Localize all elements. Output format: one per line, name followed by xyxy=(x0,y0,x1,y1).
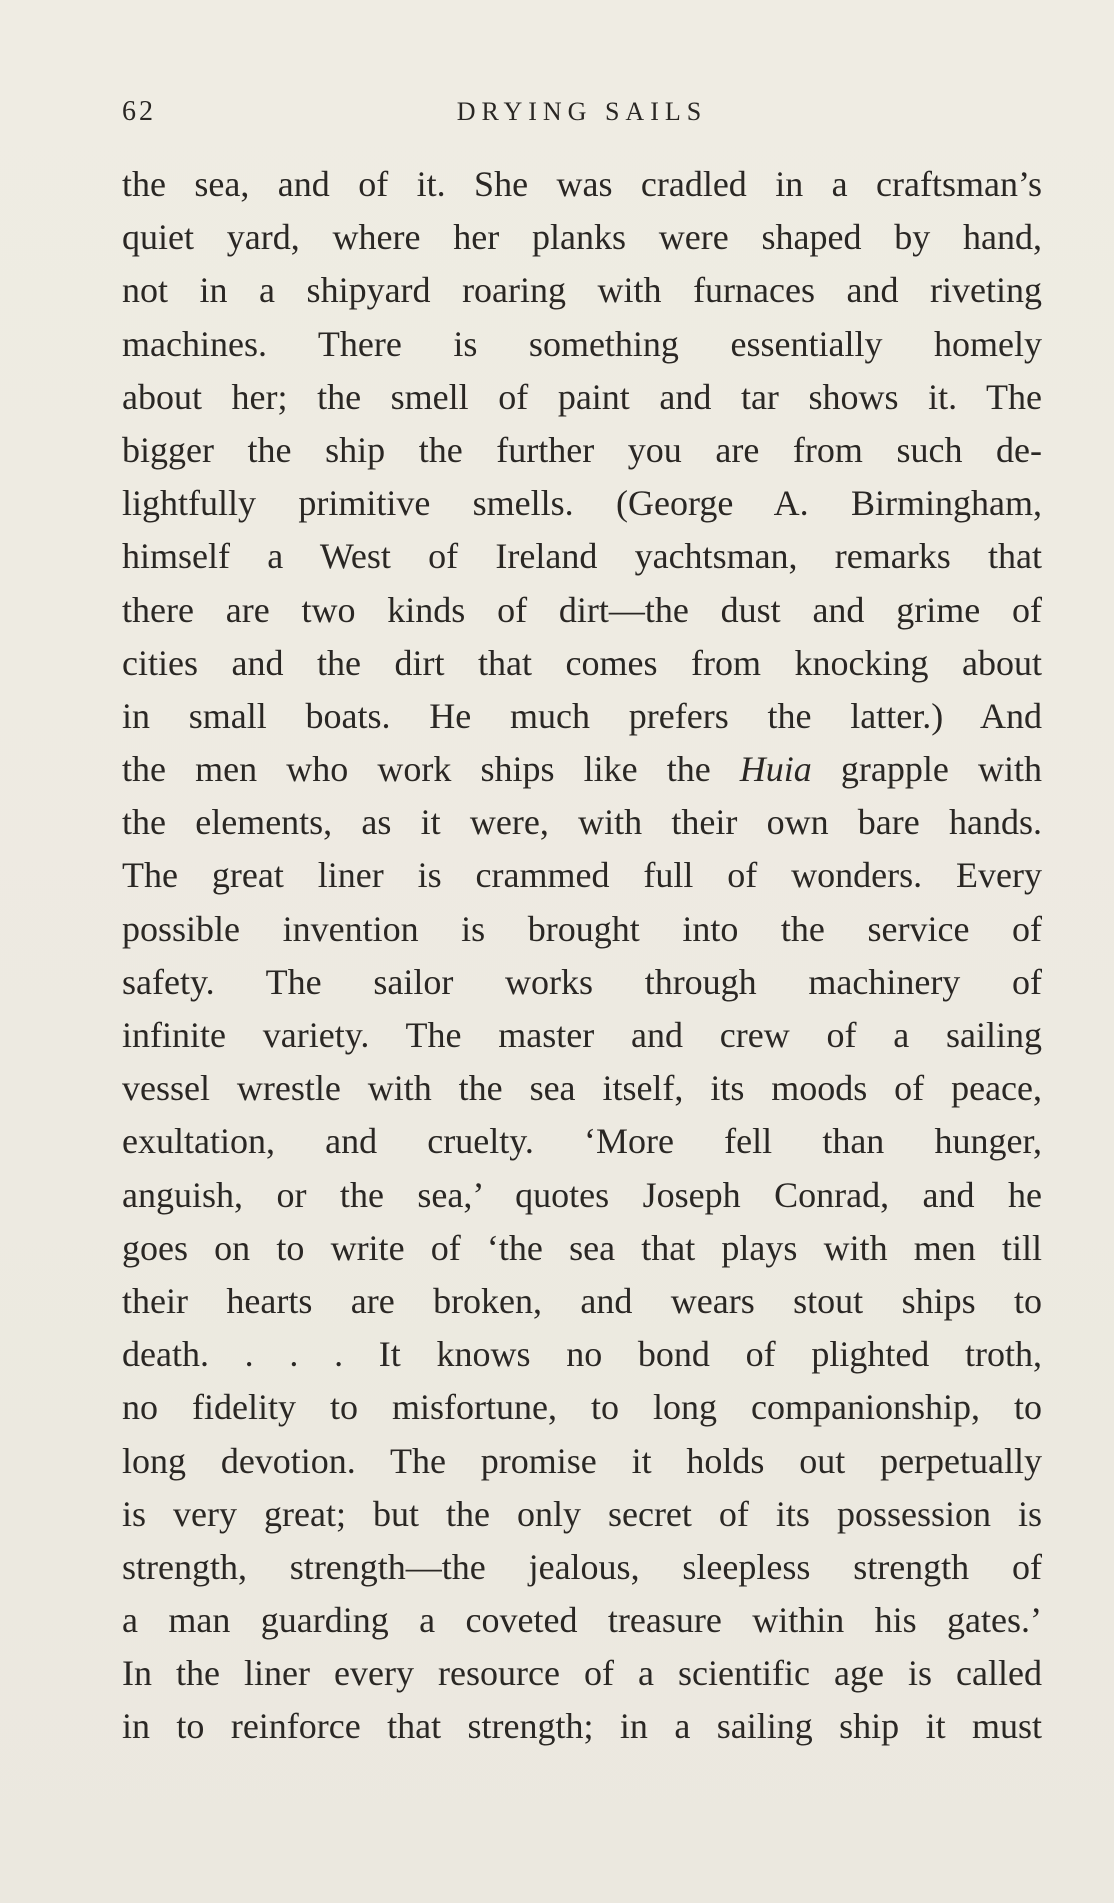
text-line: The great liner is crammed full of wonders. Every xyxy=(122,855,1042,896)
text-line: death. . . . It knows no bond of plighted troth, xyxy=(122,1334,1042,1375)
text-line: vessel wrestle with the sea itself, its moods of peace, xyxy=(122,1068,1042,1109)
text-segment: the men who work ships like the xyxy=(122,749,711,790)
text-line: long devotion. The promise it holds out perpetually xyxy=(122,1440,1042,1481)
text-line: not in a shipyard roaring with furnaces and riveting xyxy=(122,270,1042,311)
text-line: quiet yard, where her planks were shaped by hand, xyxy=(122,217,1042,258)
text-line: the elements, as it were, with their own bare hands. xyxy=(122,802,1042,843)
page-number: 62 xyxy=(122,96,156,127)
text-line: In the liner every resource of a scientific age is called xyxy=(122,1653,1042,1694)
text-segment: grapple with xyxy=(840,749,1042,790)
body-text xyxy=(122,158,1042,1754)
text-line: possible invention is brought into the service of xyxy=(122,908,1042,949)
text-line: there are two kinds of dirt—the dust and grime of xyxy=(122,589,1042,630)
text-line: in to reinforce that strength; in a sailing ship it must xyxy=(122,1706,1042,1747)
text-line: the sea, and of it. She was cradled in a craftsman’s xyxy=(122,164,1042,204)
text-line: himself a West of Ireland yachtsman, remarks that xyxy=(122,536,1042,577)
ship-name: Huia xyxy=(739,749,812,790)
text-line: machines. There is something essentially homely xyxy=(122,323,1042,364)
text-line: cities and the dirt that comes from knocking about xyxy=(122,642,1042,683)
text-line: bigger the ship the further you are from such de- xyxy=(122,429,1042,470)
text-line: strength, strength—the jealous, sleepless strength of xyxy=(122,1546,1042,1587)
running-title: DRYING SAILS xyxy=(456,97,708,126)
text-line: goes on to write of ‘the sea that plays with men till xyxy=(122,1227,1042,1268)
text-line: in small boats. He much prefers the latter.) And xyxy=(122,695,1042,736)
text-line: about her; the smell of paint and tar shows it. The xyxy=(122,376,1042,417)
text-line: safety. The sailor works through machinery of xyxy=(122,961,1042,1002)
text-line: exultation, and cruelty. ‘More fell than hunger, xyxy=(122,1121,1042,1162)
text-line: is very great; but the only secret of its possession is xyxy=(122,1493,1042,1534)
running-head xyxy=(122,92,1042,132)
text-line: no fidelity to misfortune, to long companionship, to xyxy=(122,1387,1042,1428)
text-line: infinite variety. The master and crew of a sailing xyxy=(122,1015,1042,1055)
text-line: anguish, or the sea,’ quotes Joseph Conrad, and he xyxy=(122,1174,1042,1215)
text-line: their hearts are broken, and wears stout ships to xyxy=(122,1280,1042,1321)
text-line: a man guarding a coveted treasure within his gates.’ xyxy=(122,1600,1042,1641)
text-line-with-ship-name xyxy=(122,743,1042,796)
text-line: lightfully primitive smells. (George A. Birmingham, xyxy=(122,483,1042,524)
